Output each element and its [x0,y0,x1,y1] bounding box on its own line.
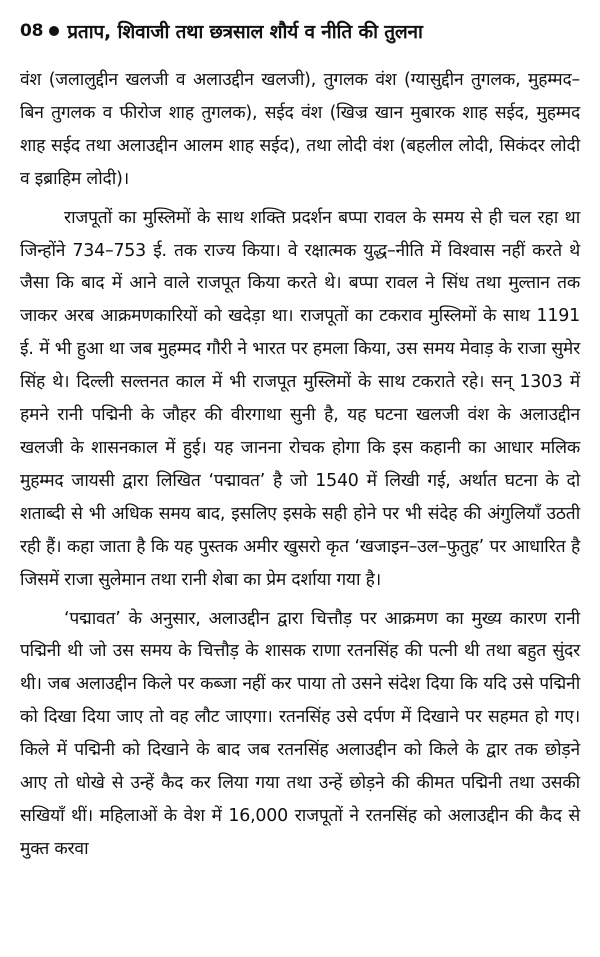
paragraph-3: ‘पद्मावत’ के अनुसार, अलाउद्दीन द्वारा चित्तौड़ पर आक्रमण का मुख्य कारण रानी पद्मिनी थी जो उस समय के चित्तौड़ के शासक राणा रतनसिंह की पत्नी थी तथा बहुत सुंदर थी। जब अलाउद्दीन किले पर कब्जा नहीं कर पाया तो उसने संदेश दिया कि यदि उसे पद्मिनी को दिखा दिया जाए तो वह लौट जाएगा। रतनसिंह उसे दर्पण में दिखाने पर सहमत हो गए। किले में पद्मिनी को दिखाने के बाद जब रतनसिंह अलाउद्दीन को किले के द्वार तक छोड़ने आए तो धोखे से उन्हें कैद कर लिया गया तथा उन्हें छोड़ने की कीमत पद्मिनी तथा उसकी सखियाँ थीं। महिलाओं के वेश में 16,000 राजपूतों ने रतनसिंह को अलाउद्दीन की कैद से मुक्त करवा [20,608,580,859]
bullet-icon [49,26,59,36]
running-header [20,10,580,52]
page-number: 08 [20,21,44,41]
chapter-title: प्रताप, शिवाजी तथा छत्रसाल शौर्य व नीति की तुलना [67,21,423,43]
paragraph-1: वंश (जलालुद्दीन खलजी व अलाउद्दीन खलजी), तुगलक वंश (ग्यासुद्दीन तुगलक, मुहम्मद–बिन तुगलक व फीरोज शाह तुगलक), सईद वंश (खिज्र खान मुबारक शाह सईद, मुहम्मद शाह सईद तथा अलाउद्दीन आलम शाह सईद), तथा लोदी वंश (बहलील लोदी, सिकंदर लोदी व इब्राहिम लोदी)। [20,70,580,189]
paragraph-2: राजपूतों का मुस्लिमों के साथ शक्ति प्रदर्शन बप्पा रावल के समय से ही चल रहा था जिन्होंने 734–753 ई. तक राज्य किया। वे रक्षात्मक युद्ध–नीति में विश्वास नहीं करते थे जैसा कि बाद में आने वाले राजपूत किया करते थे। बप्पा रावल ने सिंध तथा मुल्तान तक जाकर अरब आक्रमणकारियों को खदेड़ा था। राजपूतों का टकराव मुस्लिमों के साथ 1191 ई. में भी हुआ था जब मुहम्मद गौरी ने भारत पर हमला किया, उस समय मेवाड़ के राजा सुमेर सिंह थे। दिल्ली सल्तनत काल में भी राजपूत मुस्लिमों के साथ टकराते रहे। सन् 1303 में हमने रानी पद्मिनी के जौहर की वीरगाथा सुनी है, यह घटना खलजी वंश के अलाउद्दीन खलजी के शासनकाल में हुई। यह जानना रोचक होगा कि इस कहानी का आधार मलिक मुहम्मद जायसी द्वारा लिखित ‘पद्मावत’ है जो 1540 में लिखी गई, अर्थात घटना के दो शताब्दी से भी अधिक समय बाद, इसलिए इसके सही होने पर भी संदेह की अंगुलियाँ उठती रही हैं। कहा जाता है कि यह पुस्तक अमीर खुसरो कृत ‘खजाइन–उल–फुतुह’ पर आधारित है जिसमें राजा सुलेमान तथा रानी शेबा का प्रेम दर्शाया गया है। [20,207,580,590]
body-text [20,64,580,866]
